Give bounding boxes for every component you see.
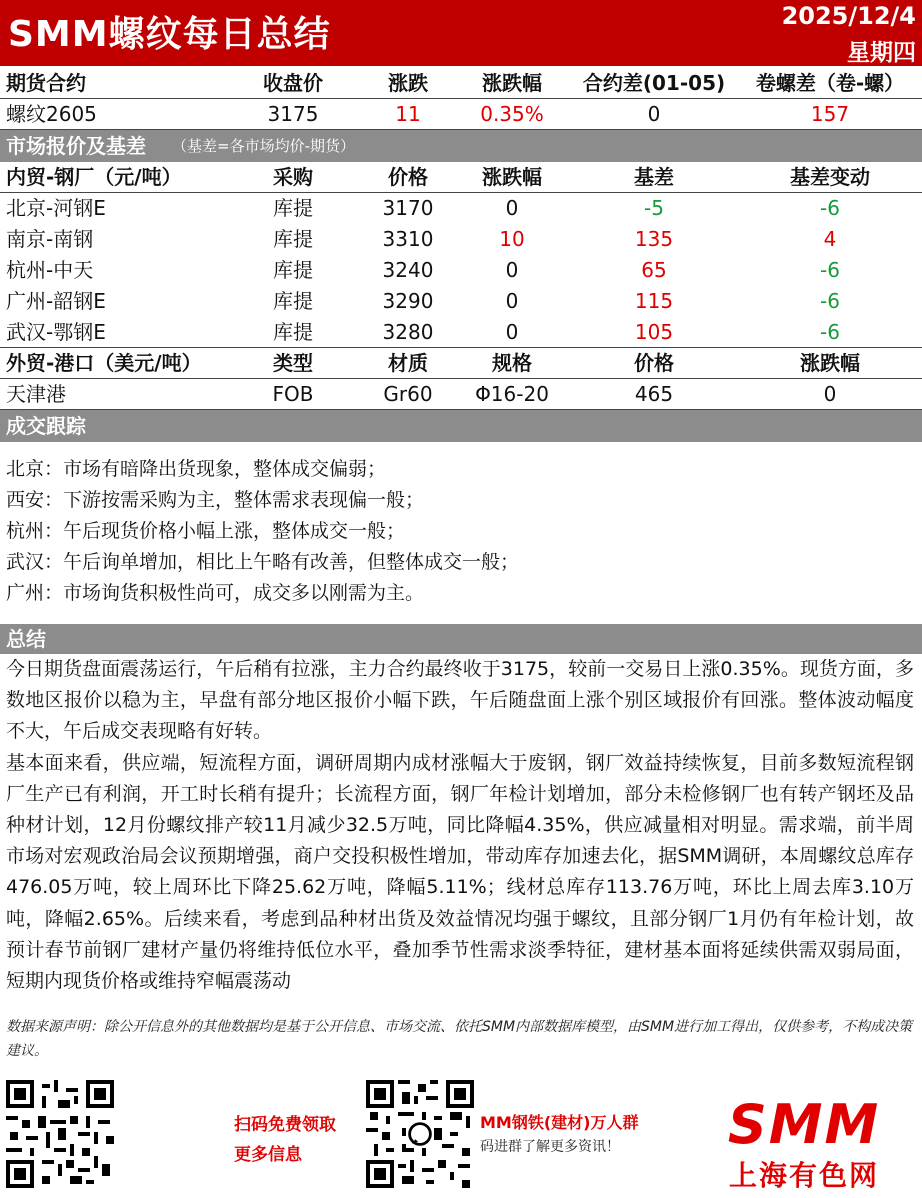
summary-paragraph: 基本面来看，供应端，短流程方面，调研周期内成材涨幅大于废钢，钢厂效益持续恢复，目前多数短流程钢厂生产已有利润，开工时长稍有提升；长流程方面，钢厂年检计划增加，部分未检修钢厂也有转产钢坯及品种材计划，12月份螺纹排产较11月减少32.5万吨，同比降幅4.35%，供应减量相对明显。需求端，前半周市场对宏观政治局会议预期增强，商户交投积极性增加，带动库存加速去化，据SMM调研，本周螺纹总库存476.05万吨，较上周环比下降25.62万吨，降幅5.11%；线材总库存113.76万吨，环比上周去库3.10万吨，降幅2.65%。后续来看，考虑到品种材出货及效益情况均强于螺纹，且部分钢厂1月仍有年检计划，故预计春节前钢厂建材产量仍将维持低位水平，叠加季节性需求淡季特征，建材基本面将延续供需双弱局面，短期内现货价格或维持窄幅震荡动 — [6, 751, 914, 993]
mill-basis: 135 — [634, 227, 674, 251]
summary-body — [6, 654, 914, 1012]
close-price: 3175 — [267, 102, 319, 126]
cta-line-2: 更多信息 — [234, 1145, 302, 1165]
mill-name: 广州-韶钢E — [6, 289, 106, 313]
mill-change: 0 — [505, 258, 519, 282]
mill-name: 南京-南钢 — [6, 227, 94, 251]
purchase-mode: 库提 — [273, 289, 313, 313]
col-header-spec: 规格 — [492, 351, 532, 375]
report-weekday: 星期四 — [847, 40, 916, 66]
summary-section-banner — [0, 624, 922, 654]
foreign-row — [0, 379, 922, 410]
qr-code-left[interactable] — [6, 1080, 114, 1188]
table-row — [0, 286, 922, 317]
smm-logo-cn: 上海有色网 — [728, 1159, 879, 1192]
futures-header-row — [0, 68, 922, 99]
port-name: 天津港 — [6, 382, 66, 406]
mill-change: 10 — [499, 227, 525, 251]
col-header-mill: 内贸-钢厂（元/吨） — [6, 165, 182, 189]
price-change-pct: 0.35% — [480, 102, 544, 126]
coil-rebar-spread: 157 — [810, 102, 850, 126]
export-price: 465 — [634, 382, 674, 406]
mill-price: 3240 — [382, 258, 434, 282]
mill-basis: -5 — [644, 196, 664, 220]
foreign-header-row — [0, 348, 922, 379]
mill-basis-change: 4 — [823, 227, 837, 251]
mill-name: 武汉-鄂钢E — [6, 320, 106, 344]
mill-price: 3290 — [382, 289, 434, 313]
col-header-change: 涨跌 — [388, 71, 428, 95]
col-header-export-change: 涨跌幅 — [800, 351, 860, 375]
contract-spread: 0 — [647, 102, 661, 126]
mill-basis-change: -6 — [820, 196, 840, 220]
col-header-close: 收盘价 — [263, 71, 323, 95]
purchase-mode: 库提 — [273, 227, 313, 251]
list-item: 西安：下游按需采购为主，整体需求表现偏一般； — [6, 489, 425, 511]
mill-basis-change: -6 — [820, 320, 840, 344]
market-section-subtitle: （基差=各市场均价-期货） — [172, 137, 355, 155]
purchase-mode: 库提 — [273, 196, 313, 220]
qr-call-to-action — [234, 1110, 336, 1170]
mill-basis-change: -6 — [820, 258, 840, 282]
contract-name: 螺纹2605 — [6, 102, 97, 126]
data-disclaimer: 数据来源声明：除公开信息外的其他数据均是基于公开信息、市场交流、依托SMM内部数据库模型，由SMM进行加工得出，仅供参考，不构成决策建议。 — [6, 1019, 913, 1059]
purchase-mode: 库提 — [273, 258, 313, 282]
mill-basis: 105 — [634, 320, 674, 344]
col-header-price: 价格 — [388, 165, 428, 189]
report-title: SMM螺纹每日总结 — [8, 14, 331, 55]
col-header-basis: 基差 — [634, 165, 674, 189]
mill-price: 3280 — [382, 320, 434, 344]
mill-basis: 65 — [641, 258, 667, 282]
table-row — [0, 317, 922, 348]
col-header-change-pct: 涨跌幅 — [482, 165, 542, 189]
col-header-contract: 期货合约 — [6, 71, 86, 95]
cta-line-1: 扫码免费领取 — [234, 1115, 336, 1135]
mill-change: 0 — [505, 289, 519, 313]
mill-name: 杭州-中天 — [6, 258, 94, 282]
col-header-pct: 涨跌幅 — [482, 71, 542, 95]
col-header-coil-spread: 卷螺差（卷-螺） — [755, 71, 905, 95]
report-date: 2025/12/4 — [781, 2, 916, 30]
qr-code-group[interactable] — [366, 1080, 474, 1188]
market-section-banner — [0, 130, 922, 162]
list-item: 广州：市场询货积极性尚可，成交多以刚需为主。 — [6, 582, 425, 604]
wechat-group-subtitle: 码进群了解更多资讯！ — [480, 1139, 620, 1155]
col-header-grade: 材质 — [388, 351, 428, 375]
smm-logo — [697, 1093, 911, 1192]
mill-price: 3170 — [382, 196, 434, 220]
tracking-section-banner — [0, 410, 922, 442]
report-header — [0, 0, 922, 66]
tracking-list — [6, 454, 911, 609]
col-header-mode: 采购 — [273, 165, 313, 189]
domestic-header-row — [0, 162, 922, 193]
tracking-section-title: 成交跟踪 — [6, 414, 86, 438]
trade-type: FOB — [272, 382, 314, 406]
futures-row — [0, 99, 922, 130]
list-item: 北京：市场有暗降出货现象，整体成交偏弱； — [6, 458, 387, 480]
col-header-port: 外贸-港口（美元/吨） — [6, 351, 202, 375]
list-item: 武汉：午后询单增加，相比上午略有改善，但整体成交一般； — [6, 551, 520, 573]
summary-paragraph: 今日期货盘面震荡运行，午后稍有拉涨，主力合约最终收于3175，较前一交易日上涨0.35%。现货方面，多数地区报价以稳为主，早盘有部分地区报价小幅下跌，午后随盘面上涨个别区域报价有回涨。整体波动幅度不大，午后成交表现略有好转。 — [6, 658, 914, 743]
table-row — [0, 224, 922, 255]
mill-basis-change: -6 — [820, 289, 840, 313]
price-change: 11 — [395, 102, 421, 126]
steel-grade: Gr60 — [383, 382, 433, 406]
col-header-export-price: 价格 — [634, 351, 674, 375]
table-row — [0, 193, 922, 224]
mill-change: 0 — [505, 320, 519, 344]
col-header-basis-change: 基差变动 — [790, 165, 870, 189]
mill-change: 0 — [505, 196, 519, 220]
rebar-spec: Φ16-20 — [475, 382, 549, 406]
summary-section-title: 总结 — [6, 627, 46, 651]
smm-logo-mark: SMM — [727, 1093, 881, 1156]
purchase-mode: 库提 — [273, 320, 313, 344]
mill-price: 3310 — [382, 227, 434, 251]
export-change: 0 — [823, 382, 837, 406]
mill-name: 北京-河钢E — [6, 196, 106, 220]
col-header-type: 类型 — [273, 351, 313, 375]
mill-basis: 115 — [634, 289, 674, 313]
market-section-title: 市场报价及基差 — [6, 134, 146, 158]
col-header-spread: 合约差(01-05) — [582, 71, 726, 95]
table-row — [0, 255, 922, 286]
list-item: 杭州：午后现货价格小幅上涨，整体成交一般； — [6, 520, 406, 542]
wechat-group-name: MM钢铁(建材)万人群 — [480, 1113, 639, 1132]
